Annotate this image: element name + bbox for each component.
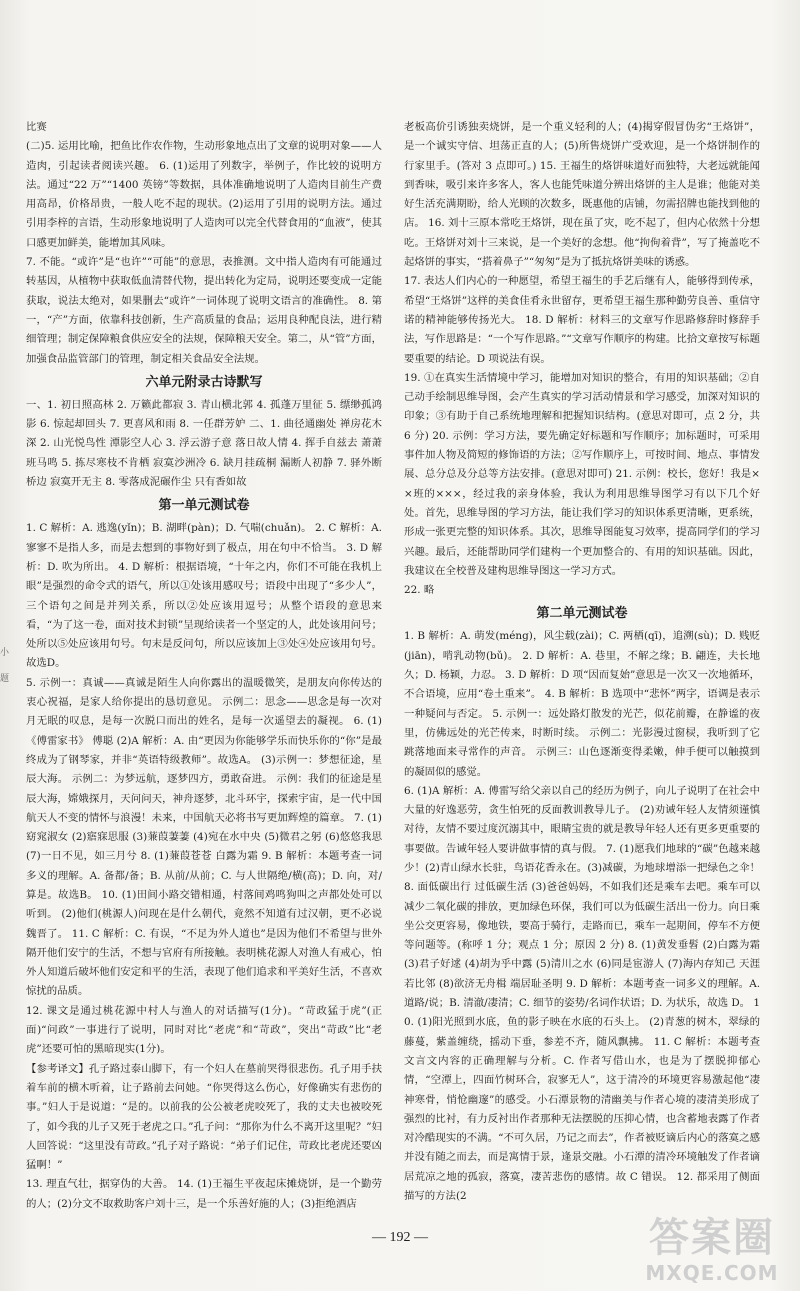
watermark-logo xyxy=(632,1213,792,1287)
section-title-poetry: 六单元附录古诗默写 xyxy=(145,374,263,390)
left-paragraph-2: 7. 不能。“或许”是“也许”“可能”的意思，表推测。文中指人造肉有可能通过转基因，从植物中获取低血清替代物，提出转化为定局，说明还要变成一定能获取，说法太绝对，如果删去“或许”一词体现了说明文语言的准确性。 8. 第一，“产”方面，依靠科技创新，生产高质量的食品；运用良种配良法，进行精细管理；制定保障粮食供应安全的法规，保障粮天安全。第二，从“管”方面，加强食品监管部门的管理，制定相关食品安全法规。 xyxy=(26,256,382,365)
unit1-answers-1: 5. 示例一：真诚——真诚是陌生人向你露出的温暖微笑，是朋友向你传达的衷心祝福，是家人给你提出的恳切意见。 示例二：思念——思念是每一次对月无眠的叹息，是每一次脱口而出的姓名，是每一次遥望去的凝视。 6. (1)《傅雷家书》 傅聪 (2)A 解析：A. 由“更因为你能够学乐而快乐你的“你”是最终成为了钢琴家，并非“英语特级教师”。故选A。 (3)示例一：梦想征途，星辰大海。 示例二：为梦远航，逐梦四方，勇敢奋进。 示例：我们的征途是星辰大海，嫦娥探月，天问问天，神舟逐梦，北斗环宇，探索宇宙，是一代中国航天人不变的情怀与浪漫！未来，中国航天必将书写更加辉煌的篇章。 7. (1)窈窕淑女 (2)寤寐思服 (3)蒹葭萋萋 (4)宛在水中央 (5)微君之躬 (6)悠悠我思 (7)一日不见，如三月兮 8. (1)蒹葭苍苍 白露为霜 9. B 解析：本题考查一词多义的理解。A. 备都/备；B. 从前/从前；C. 与人世隔绝/横(高)；D. 向，对/算是。故选B。 10. (1)田间小路交错相通，村落间鸡鸣狗叫之声都处处可以听到。 (2)他们(桃源人)问现在是什么朝代，竟然不知道有过汉朝，更不必说魏晋了。 11. C 解析：C. 有误，“不足为外人道也”是因为他们不希望与世外隔开他们安宁的生活，不想与官府有所接触。表明桃花源人对渔人有戒心，怕外人知道后破坏他们安定和平的生活，表现了他们追求和平美好生活，不喜欢惊扰的品质。 xyxy=(26,676,382,998)
left-paragraph-0: 比赛 xyxy=(26,121,47,133)
left-column xyxy=(26,118,382,1214)
page-number: — 192 — xyxy=(372,1230,428,1245)
poem-answers: 一、1. 初日照高林 2. 万籁此都寂 3. 青山横北郭 4. 孤蓬万里征 5. 缥缈孤鸿影 6. 惊起却回头 7. 更喜风和雨 8. 一任群芳妒 二、1. 曲径通幽处 禅房花木深 2. 山光悦鸟性 潭影空人心 3. 浮云游子意 落日故人情 4. 挥手自兹去 萧萧班马鸣 5. 拣尽寒枝不肯栖 寂寞沙洲冷 6. 缺月挂疏桐 漏断人初静 7. 驿外断桥边 寂寞开无主 8. 零落成泥碾作尘 只有香如故 xyxy=(26,398,382,489)
reference-translation: 【参考译文】孔子路过泰山脚下，有一个妇人在墓前哭得很悲伤。孔子用手扶着车前的横木听着，让子路前去问她。“你哭得这么伤心，好像确实有悲伤的事。”妇人于是说道：“是的。以前我的公公被老虎咬死了，我的丈夫也被咬死了，如今我的儿子又死于老虎之口。”孔子问：“那你为什么不离开这里呢？”妇人回答说：“这里没有苛政。”孔子对子路说：“弟子们记住，苛政比老虎还要凶猛啊！” xyxy=(26,1062,382,1172)
edge-mark: 小 xyxy=(0,648,10,658)
section-title-unit-1: 第一单元测试卷 xyxy=(158,498,250,514)
watermark-logo-text: 答案圈 xyxy=(649,1215,775,1261)
unit2-answers-1: 6. (1)A 解析：A. 傅雷写给父亲以自己的经历为例子，向儿子说明了在社会中大量的好逸恶劳，贪生怕死的反面教训教导儿子。 (2)劝诫年轻人友情须谨慎对待，友情不要过度沉溺其中，眼睛宝贵的就是教导年轻人还有更多更重要的事要做。告诫年轻人要讲做事情的真与假。 7. (1)愿我们地球的“碳”色越来越少！(2)青山绿水长驻，鸟语花香永在。(3)减碳，为地球增添一把绿色之伞！ 8. 面低碳出行 过低碳生活 (3)爸爸妈妈，不如我们还是乘车去吧。乘车可以减少二氧化碳的排放，更加绿色环保，我们可以为低碳生活出一份力。向日乘坐公交更容易，像地铁，要高于骑行，走路而已，乘车一起期间，停车不方便等问题等。(称呼 1 分；观点 1 分；原因 2 分) 8. (1)黄发垂髫 (2)白露为霜 (3)君子好逑 (4)胡为乎中露 (5)清川之水 (6)同是宦游人 (7)海内存知己 天涯若比邻 (8)欲济无舟楫 端居耻圣明 9. D 解析：本题考查一词多义的理解。A. 道路/说；B. 清澈/凄清；C. 细节的姿势/名词作状语；D. 为状乐，故选 D。 10. (1)阳光照到水底，鱼的影子映在水底的石头上。 (2)青葱的树木，翠绿的藤蔓，紫盖缠绕，摇动下垂，参差不齐，随风飘拂。 11. C 解析：本题考查文言文内容的正确理解与分析。C. 作者写借山水，也是为了摆脱抑郁心情，“空潭上，四面竹树环合，寂寥无人”，这于清冷的环境更容易激起他“凄神寒骨，悄怆幽邃”的感受。小石潭景物的清幽美与作者心境的凄清美形成了强烈的比衬，有力反衬出作者那种无法摆脱的压抑心情，也含蓄地表露了作者对冷酷现实的不满。“不可久居，乃记之而去”，作者被贬谪后内心的落寞之感并没有随之而去，而是寓情于景，逢景交融。小石潭的清冷环境触发了作者谪居荒凉之地的孤寂，落寞，凄苦悲伤的感情。故 C 错误。 12. 都采用了侧面描写的方法(2 xyxy=(404,784,760,1203)
unit1-answers-4: 13. 理直气壮，据穿伪的大善。 14. (1)王福生平夜起床摊烧饼，是一个勤劳的人；(2)分文不取救助客户刘十三，是一个乐善好施的人；(3)拒绝酒店 xyxy=(26,1178,382,1210)
right-column xyxy=(404,118,760,1206)
watermark-site-text: MXQE.COM xyxy=(645,1261,779,1285)
binding-edge-marks xyxy=(0,640,14,692)
right-paragraph-2: 19. ①在真实生活情境中学习，能增加对知识的整合，有用的知识基础；②自己动手绘制思维导图，会产生真实的学习活动情景和学习感受，加深对知识的印象；③有助于自己系统地理解和把握知识结构。(意思对即可，点 2 分，共 6 分) 20. 示例：学习方法，要先确定好标题和写作顺序；加标题时，可采用事件加人物及简短的修饰语的方法；②写作顺序上，可按时间、地点、事情发展、总分总及分总等方法安排。(意思对即可) 21. 示例：校长，您好！我是××班的×××，经过我的亲身体验，我认为利用思维导图学习有以下几个好处。首先，思维导图的学习方法，能让我们学习的知识体系更清晰，更系统，形成一张更完整的知识体系。其次，思维导图能复习效率，提高同学们的学习兴趣。最后，还能帮助同学们建构一个更加整合的、有用的知识基础。因此，我建议在全校普及建构思维导图这一学习方式。 xyxy=(404,371,760,577)
right-paragraph-1: 17. 表达人们内心的一种愿望，希望王福生的手艺后继有人，能够得到传承，希望“王烙饼”这样的美食佳肴永世留存，更希望王福生那种勤劳良善、重信守诺的精神能够传扬光大。 18. D 解析：材料三的文章写作思路修辞时修辞手法，写作思路是：“一个写作思路。”“文章写作顺序的构建。比拾文章按写标题要重要的结论。D 项说法有误。 xyxy=(404,275,760,365)
unit2-answers-0: 1. B 解析：A. 萌发(méng)，风尘载(zài)；C. 两栖(qī)，追溯(sù)；D. 贱贬(jiān)，啃乳动物(bǔ)。 2. D 解析：A. 巷里，不解之缘；B. 翩连，夫长地久；D. 杨颖，力忍。 3. D 解析：D 项“因而复始”意思是一次又一次地循环，不合语境，应用“卷土重来”。 4. B 解析：B 选项中“悲怀”两字，语调是表示一种疑问与否定。 5. 示例一：远处路灯散发的光芒，似花前瓣，在静谧的夜里，仿佛远处的光芒传来，时断时续。 示例二：光影漫过窗棂，我听到了它跳落地面来寻常作的声音。 示例三：山色逐渐变得柔嫩，伸手便可以触摸到的凝固似的感觉。 xyxy=(404,630,760,778)
section-title-unit-2: 第二单元测试卷 xyxy=(536,606,628,622)
unit1-answers-0: 1. C 解析：A. 逃逸(yǐn)；B. 湖畔(pàn)；D. 气喘(chuǎn)。 2. C 解析：A. 寥寥不是指人多，而是去想到的事物好到了极点，用在句中不恰当。 3. D 解析：D. 吹为所出。 4. D 解析：根据语境，“十年之内，你们不可能在我机上眼”是强烈的命令式的语气，所以①处该用感叹号；语段中出现了“多少人”，三个语句之间是并列关系，所以②处应该用逗号；从整个语段的意思来看，“为了这一卷，面对技术封锁”呈现给读者一个坚定的人，此处该用问号；处所以⑤处应该用句号。句末是反问句，所以应该加上③处④处应该用句号。故选D。 xyxy=(26,522,382,670)
edge-mark: 题 xyxy=(0,674,10,684)
left-paragraph-1: (二)5. 运用比喻，把鱼比作农作物，生动形象地点出了文章的说明对象——人造肉，引起读者阅读兴趣。 6. (1)运用了列数字，举例子，作比较的说明方法。通过“22 万”“1400 英镑”等数据，具体准确地说明了人造肉目前生产费用高昂，价格昂贵，一般人吃不起的现状。(2)运用了引用的说明方法。通过引用李梓的言语，生动形象地说明了人造肉可以完全代替食用的“血液”，使其口感更加鲜美，能增加其风味。 xyxy=(26,140,382,249)
right-paragraph-0: 老板高价引诱独卖烧饼，是一个重义轻利的人；(4)揭穿假冒伪劣“王烙饼”，是一个诚实守信、坦荡正直的人；(5)所售烧饼广受欢迎，是一个烙饼制作的行家里手。(答对 3 点即可。) 15. 王福生的烙饼味道好而独特，大老远就能闻到香味，吸引来许多客人，客人也能凭味道分辨出烙饼的主人是谁；他能对美好生活充满期盼，给人光顾的次数多，既惠他的店铺，勿需招牌也能找到他的店。 16. 刘十三原本常吃王烙饼，现在虽了灾，吃不起了，但内心依然十分想吃。王烙饼对刘十三来说，是一个美好的念想。他“拘佝着背”，写了掩盖吃不起烙饼的事实，“搭着鼻子”“匆匆”是为了抵抗烙饼美味的诱惑。 xyxy=(404,121,760,269)
right-paragraph-3: 22. 略 xyxy=(404,584,435,597)
unit1-answers-2: 12. 课文是通过桃花源中村人与渔人的对话描写(1分)。“苛政猛于虎”(正面)“问政”一事进行了说明，同时对比“老虎”和“苛政”，突出“苛政”比“老虎”还要可怕的黑暗现实(1分)。 xyxy=(26,1004,382,1056)
